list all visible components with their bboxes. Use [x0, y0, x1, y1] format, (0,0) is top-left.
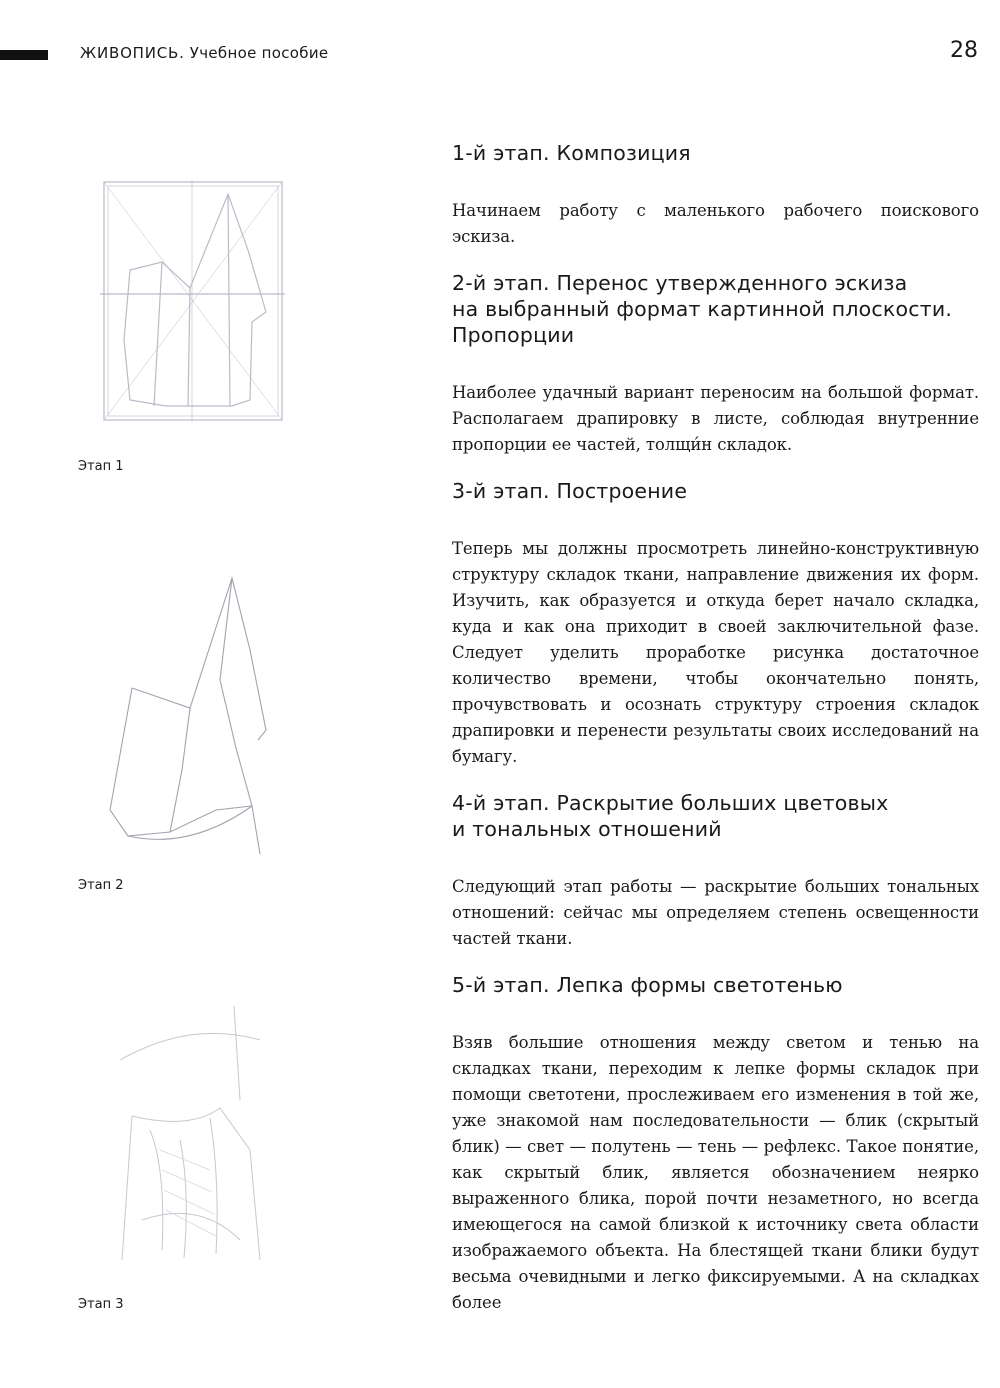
main-text [452, 140, 979, 1316]
section-heading: 5-й этап. Лепка формы светотенью [452, 973, 843, 997]
section-heading [452, 270, 979, 348]
book-title: ЖИВОПИСЬ. [80, 44, 185, 62]
heading-line: на выбранный формат картинной плоскости. [452, 297, 953, 321]
section-paragraph: Начинаем работу с маленького рабочего поискового эскиза. [452, 201, 979, 246]
section-heading: 3-й этап. Построение [452, 479, 688, 503]
section-paragraph: Теперь мы должны просмотреть линейно-конструктивную структуру складок ткани, направление движения их форм. Изучить, как образуется и откуда берет начало складка, куда и как она приходит в своей заключительной фазе. Следует уделить проработке рисунка достаточное количество времени, чтобы окончательно понять, прочувствовать и осознать структуру строения складок драпировки и перенести результаты своих исследований на бумагу. [452, 539, 979, 766]
book-subtitle: Учебное пособие [189, 44, 329, 62]
heading-line: Пропорции [452, 323, 575, 347]
sketch-stage-1 [70, 170, 330, 460]
figure-caption: Этап 3 [78, 1297, 124, 1312]
sketch-stage-3 [70, 1000, 330, 1290]
heading-line: и тональных отношений [452, 817, 722, 841]
running-header [80, 44, 328, 62]
figure-caption: Этап 1 [78, 459, 124, 474]
section-paragraph: Следующий этап работы — раскрытие больших тональных отношений: сейчас мы определяем степень освещенности частей ткани. [452, 877, 979, 948]
header-bar [0, 50, 48, 60]
section-paragraph: Наиболее удачный вариант переносим на большой формат. Располагаем драпировку в листе, соблюдая внутренние пропорции ее частей, толщи́н складок. [452, 383, 979, 454]
sketch-stage-2 [70, 570, 330, 870]
section-paragraph: Взяв большие отношения между светом и тенью на складках ткани, переходим к лепке формы складок при помощи светотени, прослеживаем его изменения в той же, уже знакомой нам последовательности — блик (скрытый блик) — свет — полутень — тень — рефлекс. Такое понятие, как скрытый блик, является обозначением неярко выраженного блика, порой почти незаметного, но всегда имеющегося на самой близкой к источнику света области изображаемого объекта. На блестящей ткани блики будут весьма очевидными и легко фиксируемыми. А на складках более [452, 1033, 979, 1312]
heading-line: 4-й этап. Раскрытие больших цветовых [452, 791, 889, 815]
section-heading: 1-й этап. Композиция [452, 141, 691, 165]
section-heading [452, 790, 979, 842]
figure-caption: Этап 2 [78, 878, 124, 893]
heading-line: 2-й этап. Перенос утвержденного эскиза [452, 271, 908, 295]
page-number: 28 [950, 38, 978, 63]
